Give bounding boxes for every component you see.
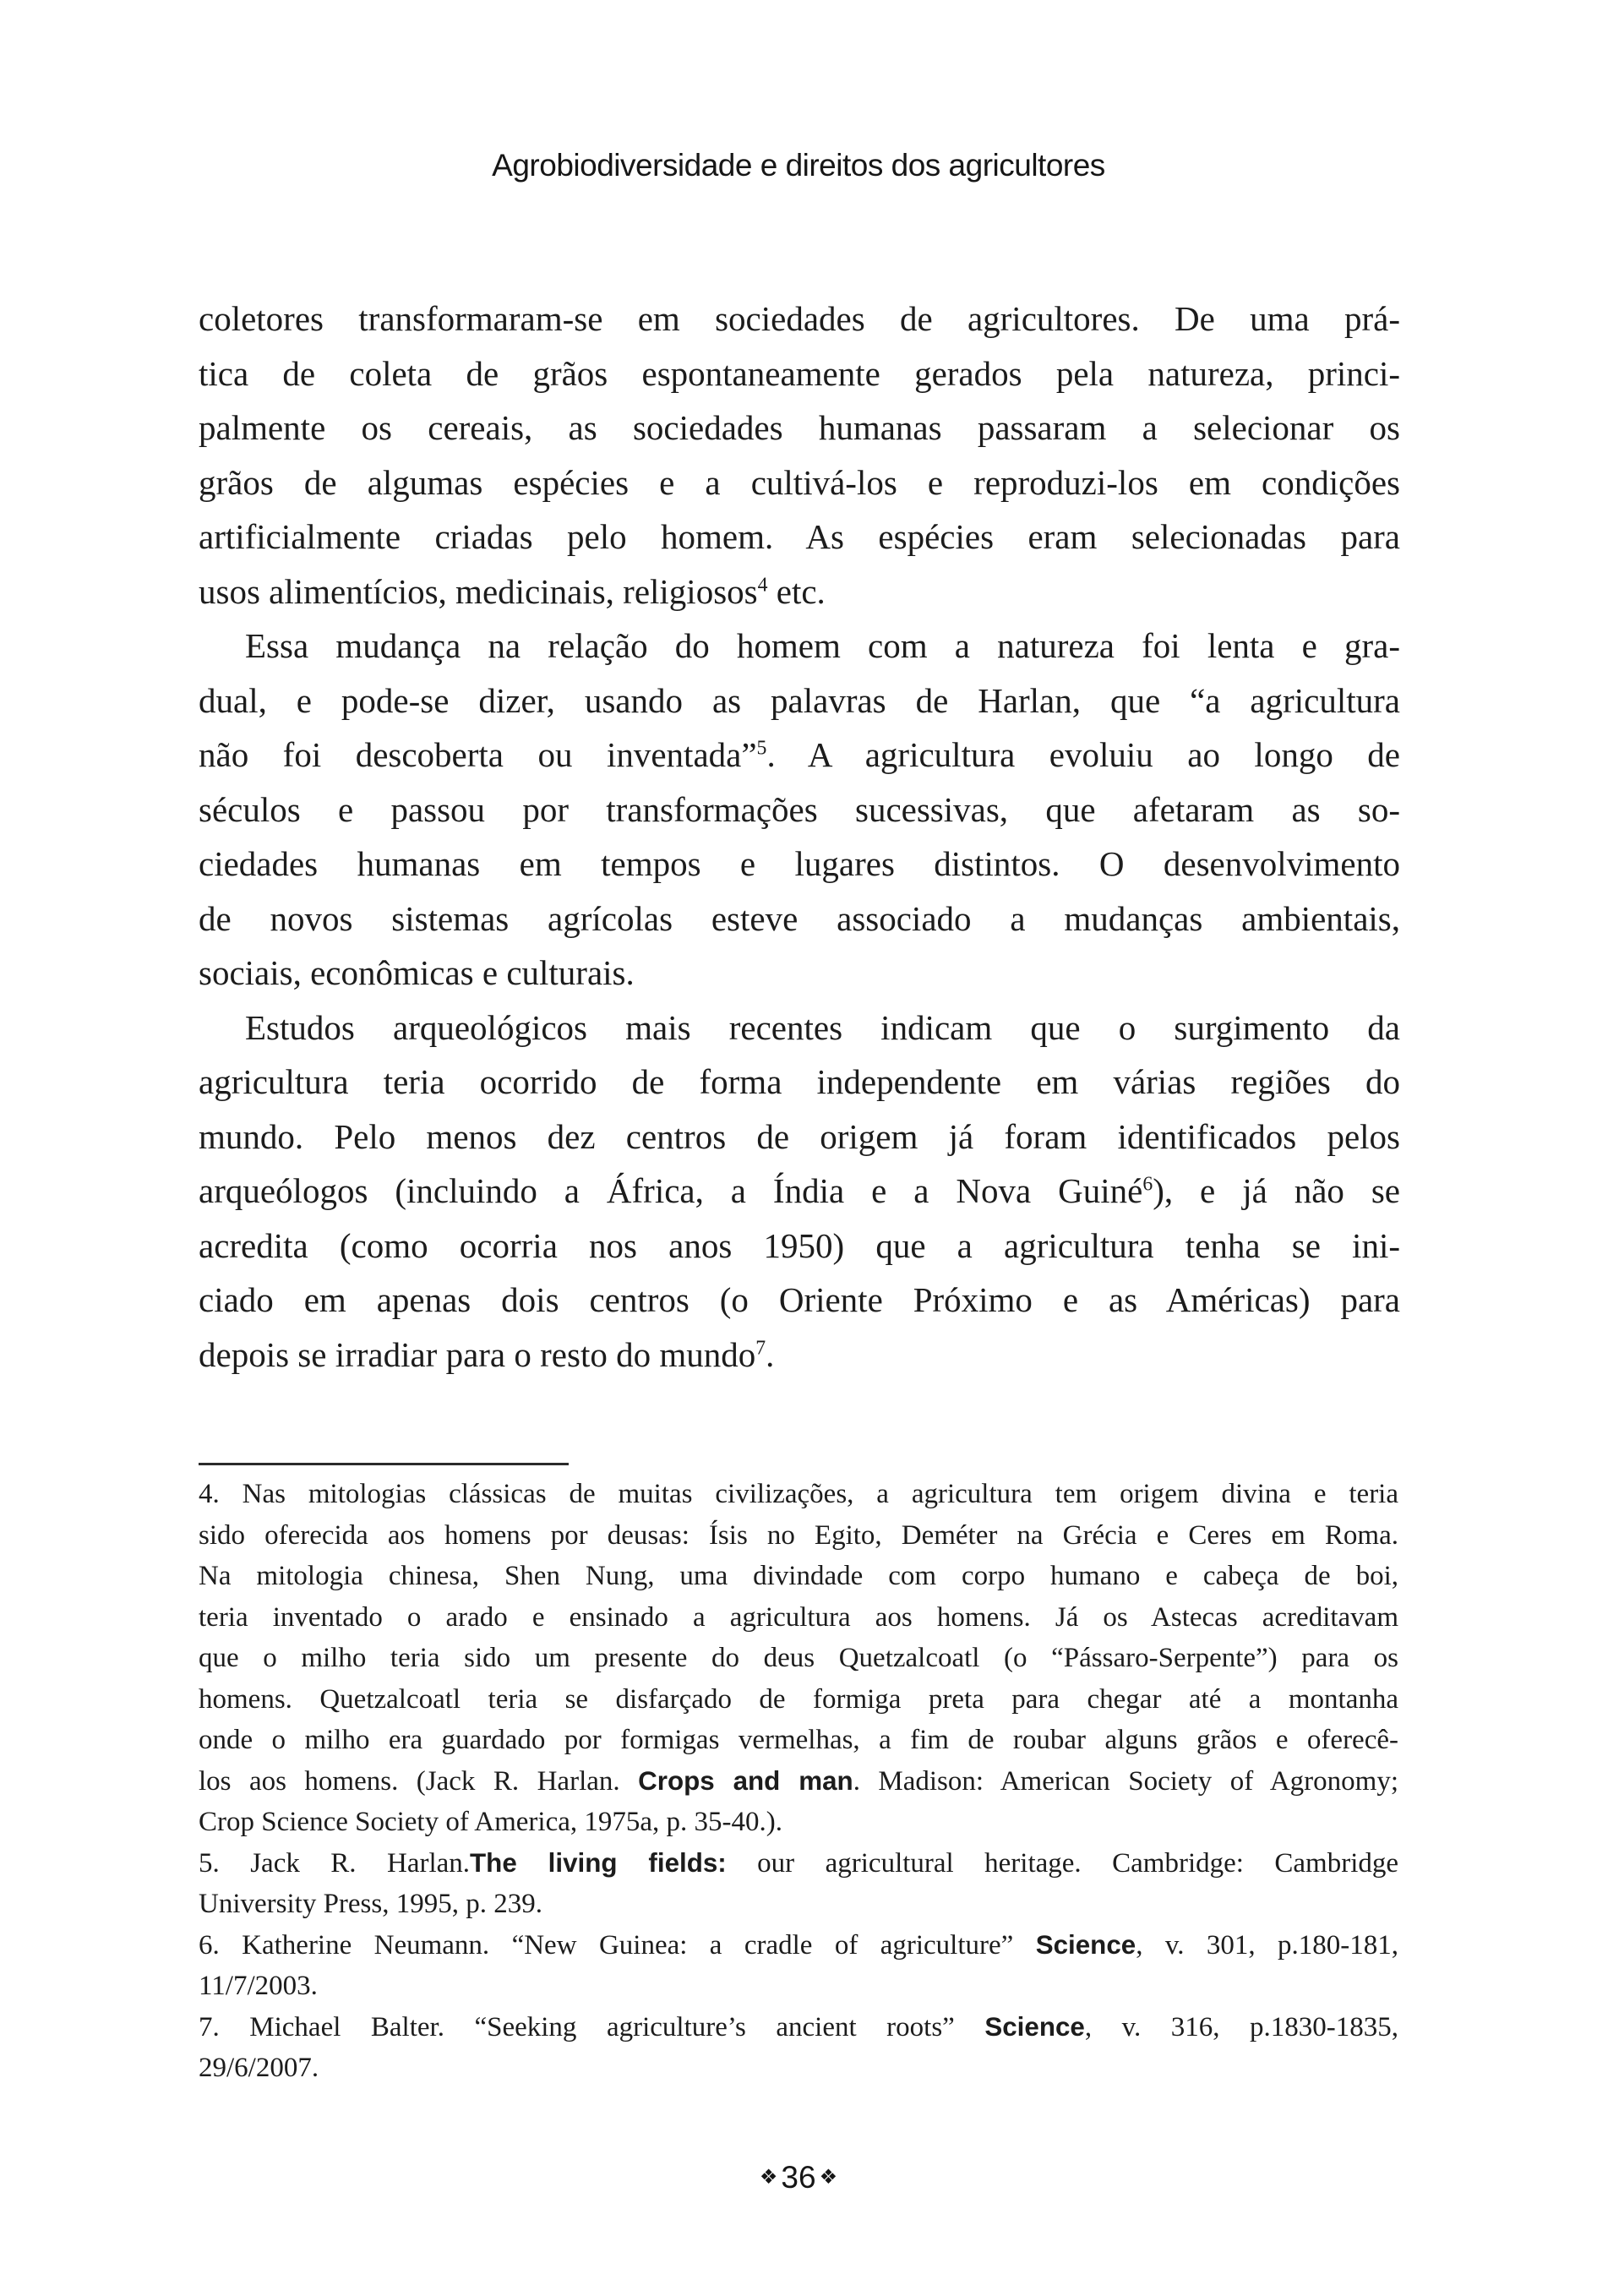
text-run: ciado em apenas dois centros (o Oriente Próximo e as Américas) para [199, 1280, 1400, 1319]
text-run: ), e já não se [1153, 1171, 1400, 1210]
text-run: não foi descoberta ou inventada” [199, 735, 757, 774]
text-line [199, 1720, 1398, 1761]
text-line [199, 1001, 1400, 1055]
text-line [199, 346, 1400, 401]
running-header: Agrobiodiversidade e direitos dos agricultores [492, 148, 1105, 183]
text-run: 5. Jack R. Harlan. [199, 1847, 471, 1879]
text-run: University Press, 1995, p. 239. [199, 1889, 542, 1919]
footnote [199, 1474, 1398, 1843]
text-run: grãos de algumas espécies e a cultivá-los e reproduzi-los em condições [199, 462, 1400, 502]
text-line [199, 837, 1400, 892]
text-run: Essa mudança na relação do homem com a natureza foi lenta e gra- [245, 626, 1400, 665]
text-run: depois se irradiar para o resto do mundo [199, 1334, 756, 1374]
text-line [199, 1679, 1398, 1721]
text-run: . Madison: American Society of Agronomy; [853, 1765, 1399, 1797]
text-line [199, 1515, 1398, 1557]
text-line [199, 1925, 1398, 1966]
text-run: 7. Michael Balter. “Seeking agriculture’s ancient roots” [199, 2011, 985, 2042]
text-line [199, 1474, 1398, 1515]
book-title-run: Crops and man [638, 1765, 853, 1796]
text-line [199, 728, 1400, 783]
text-run: 4. Nas mitologias clássicas de muitas civilizações, a agricultura tem origem divina e teria [199, 1479, 1398, 1509]
text-line [199, 674, 1400, 728]
text-line [199, 1055, 1400, 1110]
text-run: palmente os cereais, as sociedades humanas passaram a selecionar os [199, 408, 1400, 447]
text-line [199, 564, 1400, 619]
text-run: sido oferecida aos homens por deusas: Ísis no Egito, Deméter na Grécia e Ceres em Roma. [199, 1519, 1398, 1551]
page-number-value: 36 [781, 2160, 816, 2195]
text-line [199, 1597, 1398, 1639]
text-line [199, 1110, 1400, 1164]
text-line [199, 1164, 1400, 1219]
text-line [199, 1884, 1398, 1925]
text-run: usos alimentícios, medicinais, religiosos [199, 571, 758, 611]
text-run: artificialmente criadas pelo homem. As espécies eram selecionadas para [199, 517, 1400, 556]
text-line [199, 783, 1400, 837]
text-line [199, 1966, 1398, 2007]
text-line [199, 892, 1400, 946]
footnotes-section [199, 1474, 1398, 2089]
text-line [199, 455, 1400, 510]
footnote [199, 1925, 1398, 2007]
text-line [199, 401, 1400, 455]
text-run: arqueólogos (incluindo a África, a Índia e a Nova Guiné [199, 1171, 1143, 1210]
text-line [199, 510, 1400, 564]
text-line [199, 1273, 1400, 1328]
text-line [199, 1802, 1398, 1843]
text-run: . [766, 1334, 775, 1374]
footnote-ref: 5 [756, 737, 767, 760]
text-run: coletores transformaram-se em sociedades de agricultores. De uma prá- [199, 299, 1400, 338]
text-line [199, 1761, 1398, 1802]
footnote [199, 2007, 1398, 2089]
body-text [199, 292, 1400, 1382]
text-run: acredita (como ocorria nos anos 1950) que a agricultura tenha se ini- [199, 1225, 1400, 1265]
text-run: dual, e pode-se dizer, usando as palavras de Harlan, que “a agricultura [199, 680, 1400, 720]
text-run: que o milho teria sido um presente do deus Quetzalcoatl (o “Pássaro-Serpente”) para os [199, 1643, 1398, 1673]
text-run: agricultura teria ocorrido de forma independente em várias regiões do [199, 1062, 1400, 1101]
paragraph [199, 619, 1400, 1001]
text-run: 29/6/2007. [199, 2053, 319, 2083]
footnote [199, 1843, 1398, 1925]
text-run: our agricultural heritage. Cambridge: Cambridge [726, 1847, 1399, 1879]
text-run: etc. [767, 571, 826, 611]
footnote-ref: 4 [757, 573, 768, 596]
footnote-ref: 7 [755, 1336, 766, 1359]
text-run: tica de coleta de grãos espontaneamente gerados pela natureza, princi- [199, 353, 1400, 393]
text-line [199, 1219, 1400, 1273]
text-run: 6. Katherine Neumann. “New Guinea: a cradle of agriculture” [199, 1929, 1036, 1961]
text-run: Crop Science Society of America, 1975a, p. 35-40.). [199, 1807, 782, 1837]
text-run: de novos sistemas agrícolas esteve associado a mudanças ambientais, [199, 898, 1400, 938]
diamond-ornament-icon: ❖ [759, 2166, 778, 2189]
text-run: teria inventado o arado e ensinado a agricultura aos homens. Já os Astecas acreditavam [199, 1601, 1398, 1633]
text-line [199, 1843, 1398, 1884]
paragraph [199, 292, 1400, 619]
text-line [199, 1638, 1398, 1679]
text-run: Na mitologia chinesa, Shen Nung, uma divindade com corpo humano e cabeça de boi, [199, 1561, 1398, 1591]
book-title-run: The living fields: [470, 1847, 727, 1878]
text-run: , v. 301, p.180-181, [1136, 1929, 1398, 1961]
text-run: onde o milho era guardado por formigas vermelhas, a fim de roubar alguns grãos e oferecê- [199, 1725, 1398, 1755]
text-run: 11/7/2003. [199, 1971, 318, 2001]
text-run: Estudos arqueológicos mais recentes indicam que o surgimento da [245, 1007, 1400, 1047]
text-line [199, 946, 1400, 1001]
book-title-run: Science [1035, 1929, 1136, 1960]
text-line [199, 1556, 1398, 1597]
text-run: sociais, econômicas e culturais. [199, 953, 635, 992]
paragraph [199, 1001, 1400, 1383]
text-run: ciedades humanas em tempos e lugares distintos. O desenvolvimento [199, 844, 1400, 883]
text-line [199, 292, 1400, 346]
text-run: séculos e passou por transformações sucessivas, que afetaram as so- [199, 789, 1400, 829]
book-title-run: Science [984, 2011, 1085, 2042]
text-run: mundo. Pelo menos dez centros de origem já foram identificados pelos [199, 1116, 1400, 1156]
footnote-separator [199, 1463, 569, 1465]
text-line [199, 2007, 1398, 2048]
text-run: , v. 316, p.1830-1835, [1084, 2011, 1398, 2042]
footnote-ref: 6 [1142, 1173, 1153, 1196]
text-line [199, 619, 1400, 674]
page-number [0, 2160, 1597, 2195]
text-run: los aos homens. (Jack R. Harlan. [199, 1765, 639, 1797]
text-run: . A agricultura evoluiu ao longo de [766, 735, 1400, 774]
text-run: homens. Quetzalcoatl teria se disfarçado de formiga preta para chegar até a montanha [199, 1683, 1398, 1715]
text-line [199, 1328, 1400, 1383]
diamond-ornament-icon: ❖ [819, 2166, 838, 2189]
text-line [199, 2048, 1398, 2089]
